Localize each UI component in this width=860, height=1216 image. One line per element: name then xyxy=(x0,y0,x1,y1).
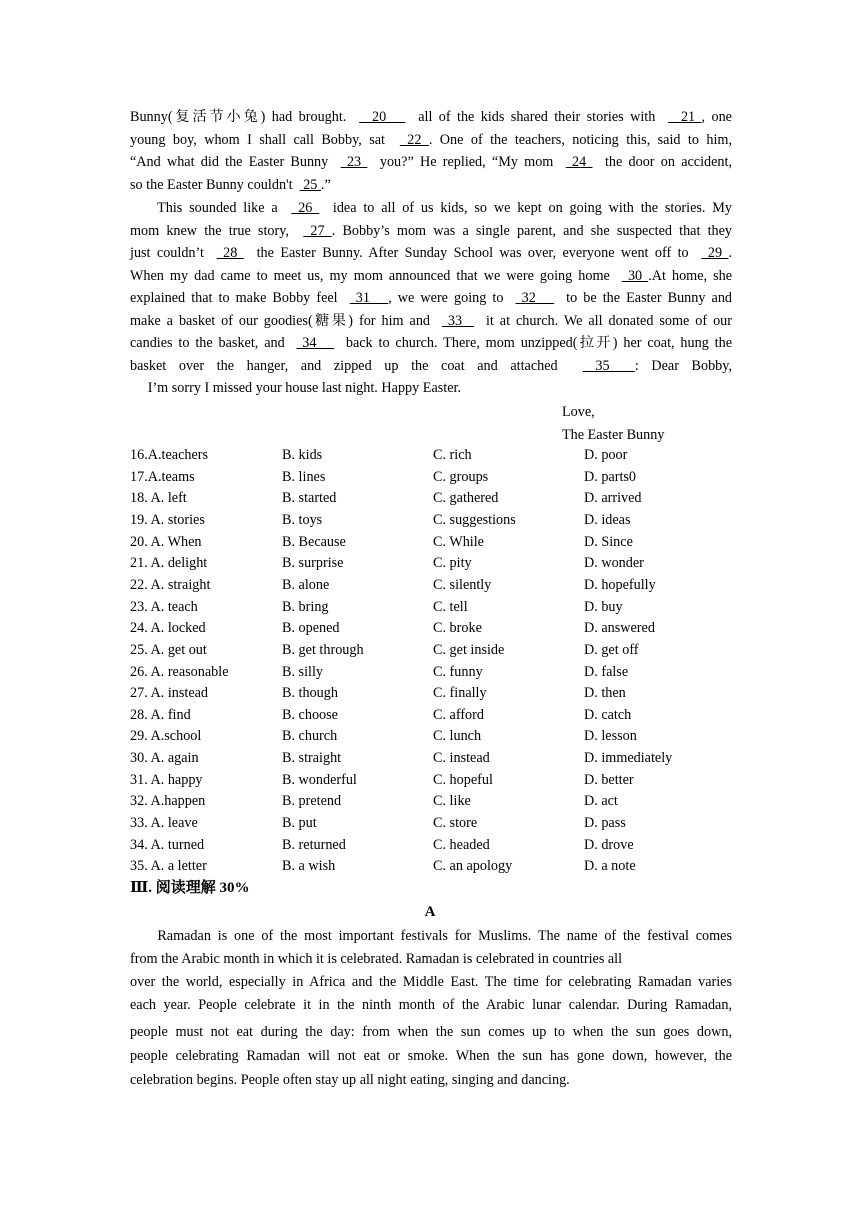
blank: 27 xyxy=(303,223,332,239)
cloze-line xyxy=(130,243,732,263)
option-d: D. buy xyxy=(584,598,623,615)
text-run: young boy, whom I shall call Bobby, sat xyxy=(130,132,400,148)
option-d: D. answered xyxy=(584,620,655,637)
text-run: candies to the basket, and xyxy=(130,335,297,351)
text-run: , one xyxy=(701,109,732,125)
text-run: “And what did the Easter Bunny xyxy=(130,154,341,170)
option-d: D. a note xyxy=(584,858,636,875)
cloze-line xyxy=(130,266,732,286)
cloze-line xyxy=(130,288,732,308)
text-run: make a basket of our goodies(糖果) for him and xyxy=(130,313,442,329)
option-a: 31. A. happy xyxy=(130,771,203,788)
option-a: 35. A. a letter xyxy=(130,858,207,875)
text-run: I’m sorry I missed your house last night. Happy Easter. xyxy=(130,380,461,396)
option-a: 21. A. delight xyxy=(130,555,208,572)
option-a: 23. A. teach xyxy=(130,598,198,615)
option-c: C. gathered xyxy=(433,490,499,507)
text-run: all of the kids shared their stories with xyxy=(405,109,669,125)
option-b: B. lines xyxy=(282,468,326,485)
option-c: C. rich xyxy=(433,447,472,463)
option-a: 28. A. find xyxy=(130,706,191,723)
cloze-line xyxy=(130,198,732,218)
option-d: D. catch xyxy=(584,706,632,723)
blank: 24 xyxy=(565,154,593,170)
option-d: D. act xyxy=(584,793,618,810)
option-b: B. straight xyxy=(282,750,342,767)
option-a: 20. A. When xyxy=(130,533,202,550)
option-d: D. parts0 xyxy=(584,468,637,485)
option-b: B. choose xyxy=(282,706,338,723)
cloze-line xyxy=(130,130,732,150)
option-d: D. false xyxy=(584,663,629,680)
option-c: C. broke xyxy=(433,620,482,637)
text-run: the Easter Bunny. After Sunday School was over, everyone went off to xyxy=(243,245,702,261)
cloze-line xyxy=(130,107,732,127)
cloze-line xyxy=(130,356,732,376)
option-b: B. kids xyxy=(282,447,323,463)
text-run: .” xyxy=(320,177,331,193)
option-a: 19. A. stories xyxy=(130,511,205,528)
passage-letter: A xyxy=(424,904,436,920)
option-c: C. get inside xyxy=(433,641,505,658)
option-b: B. bring xyxy=(282,598,329,615)
option-b: B. started xyxy=(282,490,337,507)
option-d: D. poor xyxy=(584,447,628,463)
blank: 35 xyxy=(582,358,635,374)
option-d: D. ideas xyxy=(584,511,631,528)
blank: 20 xyxy=(359,109,406,125)
blank: 29 xyxy=(701,245,729,261)
closing-signature: The Easter Bunny xyxy=(562,427,665,443)
option-b: B. though xyxy=(282,685,338,702)
blank: 34 xyxy=(296,335,335,351)
text-run: . One of the teachers, noticing this, said to him, xyxy=(428,132,732,148)
option-a: 17.A.teams xyxy=(130,468,195,485)
blank: 23 xyxy=(340,154,368,170)
option-a: 32. A.happen xyxy=(130,793,206,810)
option-b: B. wonderful xyxy=(282,771,357,788)
option-c: C. hopeful xyxy=(433,771,493,788)
passage-line: each year. People celebrate it in the ninth month of the Arabic lunar calendar. During Ramadan, xyxy=(130,997,732,1013)
option-d: D. get off xyxy=(584,641,639,658)
text-run: it at church. We all donated some of our xyxy=(474,313,732,329)
option-b: B. returned xyxy=(282,836,346,853)
text-run: When my dad came to meet us, my mom announced that we were going home xyxy=(130,268,622,284)
cloze-line xyxy=(130,221,732,241)
text-run: you?” He replied, “My mom xyxy=(367,154,566,170)
option-d: D. better xyxy=(584,771,634,788)
text-run: mom knew the true story, xyxy=(130,223,304,239)
option-a: 33. A. leave xyxy=(130,815,198,832)
text-run: to be the Easter Bunny and xyxy=(554,290,733,306)
text-run: . xyxy=(728,245,733,261)
option-b: B. alone xyxy=(282,576,330,593)
text-run: : Dear Bobby, xyxy=(634,358,732,374)
option-d: D. immediately xyxy=(584,750,673,767)
option-a: 29. A.school xyxy=(130,728,202,745)
passage-line: Ramadan is one of the most important festivals for Muslims. The name of the festival comes xyxy=(130,928,732,944)
option-c: C. groups xyxy=(433,468,489,485)
option-c: C. finally xyxy=(433,685,487,702)
option-a: 24. A. locked xyxy=(130,620,206,637)
option-c: C. lunch xyxy=(433,728,482,745)
cloze-line xyxy=(130,311,732,331)
cloze-line xyxy=(130,175,732,195)
blank: 22 xyxy=(399,132,429,148)
option-d: D. lesson xyxy=(584,728,637,745)
blank: 26 xyxy=(291,200,320,216)
option-c: C. pity xyxy=(433,555,472,572)
option-a: 26. A. reasonable xyxy=(130,663,229,680)
cloze-line xyxy=(130,378,732,398)
text-run: This sounded like a xyxy=(130,200,292,216)
option-d: D. arrived xyxy=(584,490,642,507)
option-b: B. put xyxy=(282,815,317,832)
text-run: . Bobby’s mom was a single parent, and she suspected that they xyxy=(331,223,732,239)
blank: 30 xyxy=(621,268,649,284)
blank: 28 xyxy=(216,245,244,261)
text-run: .At home, she xyxy=(648,268,732,284)
passage-line: over the world, especially in Africa and the Middle East. The time for celebrating Ramadan varies xyxy=(130,974,732,990)
option-c: C. silently xyxy=(433,576,492,593)
passage-line: people must not eat during the day: from when the sun comes up to when the sun goes down, xyxy=(130,1024,732,1040)
blank: 33 xyxy=(441,313,475,329)
text-run: just couldn’t xyxy=(130,245,217,261)
text-run: idea to all of us kids, so we kept on going with the stories. My xyxy=(319,200,733,216)
option-b: B. surprise xyxy=(282,555,344,572)
option-b: B. pretend xyxy=(282,793,342,810)
blank: 25 xyxy=(299,177,321,193)
option-a: 16.A.teachers xyxy=(130,447,208,463)
option-b: B. church xyxy=(282,728,338,745)
option-d: D. Since xyxy=(584,533,633,550)
cloze-line xyxy=(130,333,732,353)
option-a: 22. A. straight xyxy=(130,576,211,593)
option-d: D. then xyxy=(584,685,626,702)
text-run: Bunny(复活节小兔) had brought. xyxy=(130,109,360,125)
section-heading: Ⅲ. 阅读理解 30% xyxy=(130,880,250,896)
option-b: B. silly xyxy=(282,663,323,680)
option-a: 25. A. get out xyxy=(130,641,207,658)
option-a: 30. A. again xyxy=(130,750,199,767)
blank: 21 xyxy=(668,109,702,125)
option-c: C. headed xyxy=(433,836,490,853)
option-c: C. store xyxy=(433,815,478,832)
option-b: B. a wish xyxy=(282,858,336,875)
option-c: C. instead xyxy=(433,750,490,767)
option-b: B. get through xyxy=(282,641,364,658)
option-c: C. funny xyxy=(433,663,483,680)
option-b: B. Because xyxy=(282,533,346,550)
text-run: back to church. There, mom unzipped(拉开) her coat, hung the xyxy=(334,335,733,351)
option-c: C. tell xyxy=(433,598,468,615)
option-d: D. pass xyxy=(584,815,626,832)
option-b: B. toys xyxy=(282,511,323,528)
blank: 31 xyxy=(349,290,389,306)
closing-salutation: Love, xyxy=(562,404,595,420)
passage-line: from the Arabic month in which it is celebrated. Ramadan is celebrated in countries all xyxy=(130,951,623,967)
option-d: D. hopefully xyxy=(584,576,656,593)
option-c: C. afford xyxy=(433,706,484,723)
option-a: 27. A. instead xyxy=(130,685,209,702)
option-d: D. wonder xyxy=(584,555,644,572)
passage-line: celebration begins. People often stay up all night eating, singing and dancing. xyxy=(130,1072,570,1088)
text-run: explained that to make Bobby feel xyxy=(130,290,350,306)
text-run: basket over the hanger, and zipped up the coat and attached xyxy=(130,358,583,374)
option-c: C. like xyxy=(433,793,471,810)
option-c: C. an apology xyxy=(433,858,513,875)
option-c: C. While xyxy=(433,533,484,550)
option-a: 34. A. turned xyxy=(130,836,205,853)
option-a: 18. A. left xyxy=(130,490,187,507)
option-c: C. suggestions xyxy=(433,511,516,528)
passage-line: people celebrating Ramadan will not eat or smoke. When the sun has gone down, however, the xyxy=(130,1048,732,1064)
option-d: D. drove xyxy=(584,836,634,853)
text-run: so the Easter Bunny couldn't xyxy=(130,177,300,193)
blank: 32 xyxy=(515,290,555,306)
text-run: the door on accident, xyxy=(592,154,733,170)
option-b: B. opened xyxy=(282,620,340,637)
cloze-line xyxy=(130,152,732,172)
text-run: , we were going to xyxy=(388,290,516,306)
